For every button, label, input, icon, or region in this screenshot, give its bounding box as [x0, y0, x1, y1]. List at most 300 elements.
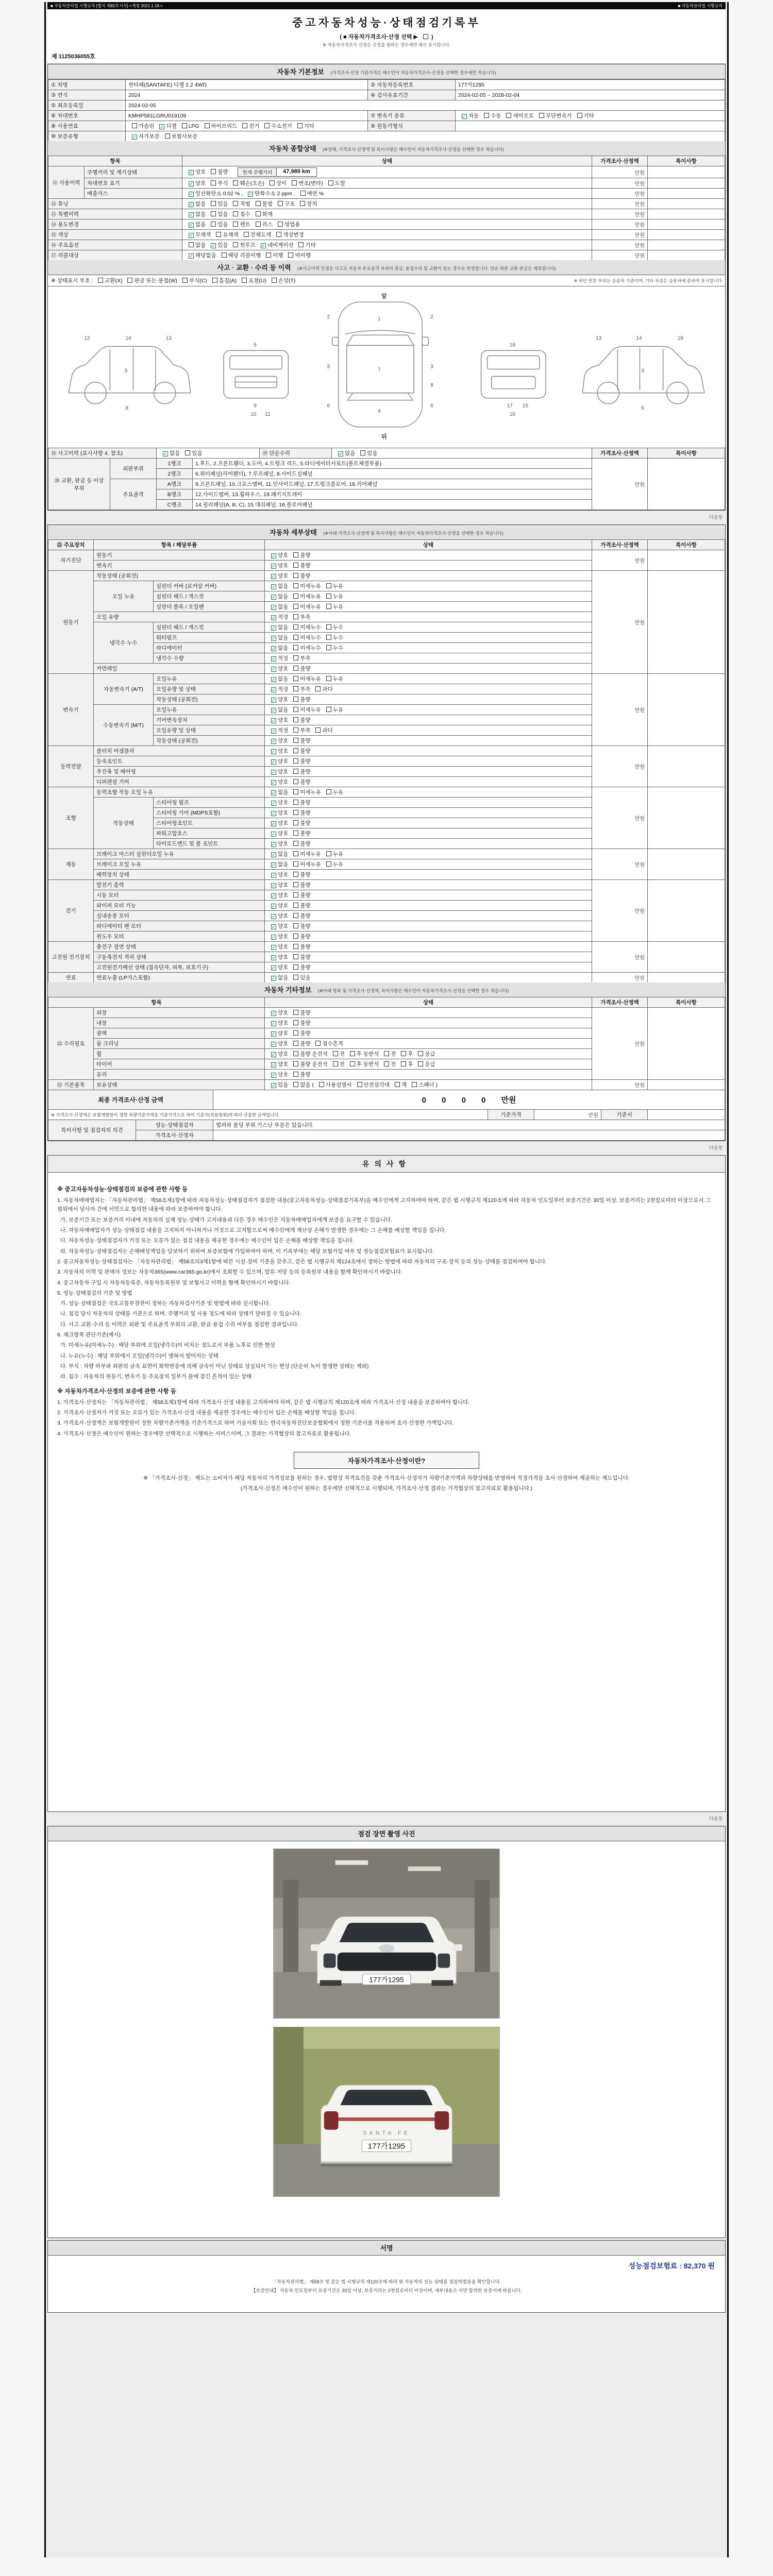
state-mark-legend-note: ※ 하단 번호 부위는 승용차 기준이며, 기타 차종은 승용차에 준하여 표시합니다	[574, 278, 722, 283]
checkbox-checked[interactable]: ✓	[272, 811, 276, 816]
checkbox[interactable]	[293, 707, 298, 712]
option-label: 불량	[300, 758, 311, 765]
checkbox[interactable]	[293, 892, 298, 897]
table-row: 커먼레일 ✓ 양호 불량	[48, 664, 725, 674]
option-label: 일산화탄소 0.02 % ,	[195, 191, 245, 197]
option-label: 전	[391, 1051, 398, 1057]
first-registration-value: 2024-02-05	[126, 100, 725, 111]
checkbox[interactable]	[293, 1010, 298, 1015]
checkbox[interactable]	[315, 686, 321, 691]
table-row: 작동상태 (공회전) ✓ 양호 불량	[48, 694, 725, 705]
checkbox-checked[interactable]: ✓	[272, 1021, 276, 1026]
option-label: 무채색	[195, 232, 213, 238]
option-label: 누수	[332, 645, 344, 651]
checkbox[interactable]	[278, 222, 283, 227]
option-label: 양호	[278, 779, 290, 785]
checkbox[interactable]	[293, 697, 298, 702]
table-row: 수동변속기 (M/T) 오일누유 ✓ 없음 미세누유 누유	[48, 705, 725, 715]
checkbox[interactable]	[326, 635, 331, 640]
notice-line: 가. 미세누유(미세누수) : 해당 부위에 오일(냉각수)이 비치는 정도로서 부품 노후로 인한 현상	[57, 1342, 275, 1349]
checkbox[interactable]	[293, 635, 298, 640]
option-label: 양호	[278, 697, 290, 703]
checkbox-checked[interactable]: ✓	[272, 625, 276, 631]
note-cell	[648, 459, 725, 510]
svg-text:16: 16	[509, 411, 515, 417]
checkbox[interactable]	[205, 123, 210, 128]
checkbox[interactable]	[326, 851, 331, 856]
checkbox[interactable]	[350, 1061, 355, 1066]
checkbox[interactable]	[293, 913, 298, 918]
checkbox[interactable]	[233, 180, 238, 185]
checkbox[interactable]	[326, 707, 331, 712]
option-label: 적정	[278, 727, 290, 734]
checkbox[interactable]	[326, 604, 331, 609]
checkbox-checked[interactable]: ✓	[272, 935, 276, 940]
accident-history-state	[157, 448, 260, 459]
checkbox-checked[interactable]: ✓	[272, 636, 276, 641]
checkbox[interactable]	[293, 1072, 298, 1077]
checkbox[interactable]	[293, 861, 298, 867]
checkbox-checked[interactable]: ✓	[272, 965, 276, 971]
option-label: 불량	[300, 717, 311, 723]
checkbox-checked[interactable]: ✓	[272, 821, 276, 826]
option-label: 불량	[300, 1020, 311, 1026]
option-label: 유채색	[223, 232, 240, 238]
checkbox[interactable]	[165, 133, 170, 139]
checkbox[interactable]	[276, 232, 281, 237]
checkbox-checked[interactable]: ✓	[272, 1073, 276, 1078]
checkbox-checked[interactable]: ✓	[272, 945, 276, 950]
checkbox-checked[interactable]: ✓	[272, 1042, 276, 1047]
checkbox[interactable]	[293, 800, 298, 805]
usage-history-group: ⑪ 사용이력	[48, 166, 85, 199]
price-cell: 만원	[592, 240, 648, 250]
checkbox[interactable]	[272, 278, 277, 283]
table-row: 타이로드엔드 및 볼 조인트 ✓ 양호 불량	[48, 839, 725, 849]
checkbox-checked[interactable]: ✓	[272, 1052, 276, 1057]
detail-col-price: 가격조사·산정액	[592, 540, 648, 550]
checkbox[interactable]	[293, 1061, 298, 1066]
table-row: ㉓ 기본품목 보유상태 ✓ 있음 없음 ( 사용설명서 안전삼각대 잭 스패너 ) 만원	[48, 1080, 725, 1090]
checkbox-checked[interactable]: ✓	[339, 451, 343, 456]
price-cell: 만원	[592, 459, 648, 510]
note-cell	[648, 219, 725, 230]
checkbox[interactable]	[326, 624, 331, 630]
option-label: 화재	[262, 211, 273, 217]
checkbox[interactable]	[293, 594, 298, 599]
checkbox-checked[interactable]: ✓	[132, 134, 137, 140]
checkbox-checked[interactable]: ✓	[272, 852, 276, 857]
checkbox-checked[interactable]: ✓	[189, 223, 193, 228]
table-row: 기어변속장치 ✓ 양호 불량	[48, 715, 725, 725]
checkbox[interactable]	[539, 113, 544, 118]
odometer-value: 47,989 km	[283, 168, 310, 175]
option-label: 누유	[332, 789, 344, 795]
checkbox-checked[interactable]: ✓	[272, 687, 276, 692]
checkbox-checked[interactable]: ✓	[272, 904, 276, 909]
option-label: 없음	[278, 624, 290, 631]
option-label: 훼손(오손)	[240, 180, 266, 187]
checkbox[interactable]	[233, 201, 238, 206]
checkbox-checked[interactable]: ✓	[189, 253, 193, 259]
checkbox[interactable]	[293, 676, 298, 681]
checkbox[interactable]	[384, 1051, 389, 1056]
checkbox[interactable]	[293, 944, 298, 949]
option-label: 색상변경	[283, 232, 304, 238]
checkbox[interactable]	[293, 645, 298, 650]
checkbox[interactable]	[577, 113, 582, 118]
checkbox-checked[interactable]: ✓	[272, 595, 276, 600]
opinion-table	[48, 1120, 725, 1141]
checkbox-checked[interactable]: ✓	[272, 718, 276, 723]
rank1-items: 1.후드, 2.프론트휀더, 3.도어, 4.트렁크 리드, 5.라디에이터서포트(볼트체결부품)	[193, 459, 592, 469]
option-label: 불량	[300, 964, 311, 971]
checkbox-checked[interactable]: ✓	[272, 584, 276, 589]
checkbox-checked[interactable]: ✓	[272, 739, 276, 744]
checkbox[interactable]	[328, 180, 333, 185]
overall-col-price: 가격조사·산정액	[592, 156, 648, 166]
checkbox[interactable]	[189, 242, 194, 247]
checkbox[interactable]	[293, 1020, 298, 1025]
option-label: 양호	[278, 573, 290, 579]
inspection-period-label: ④ 검사유효기간	[368, 90, 456, 100]
price-cell: 만원	[592, 178, 648, 189]
option-label: 안전삼각대	[363, 1082, 392, 1088]
checkbox[interactable]	[211, 180, 216, 185]
checkbox-checked[interactable]: ✓	[272, 759, 276, 765]
checkbox[interactable]	[292, 180, 297, 185]
checkbox[interactable]	[256, 222, 261, 227]
checkbox[interactable]	[401, 1051, 406, 1056]
option-label: 불량	[300, 748, 311, 754]
checkbox[interactable]	[297, 123, 303, 128]
checkbox-checked[interactable]: ✓	[272, 605, 276, 610]
option-label: 탄화수소 2 ppm ,	[255, 191, 297, 197]
checkbox-checked[interactable]: ✓	[272, 914, 276, 919]
rear-license-plate: 177가1295	[367, 2142, 406, 2151]
checkbox-checked[interactable]: ✓	[272, 667, 276, 672]
svg-text:19: 19	[677, 335, 683, 342]
accident-history-label: ⑱ 사고이력 (표시사항 4. 참조)	[48, 448, 157, 459]
checkbox[interactable]	[357, 1082, 362, 1087]
checkbox[interactable]	[270, 180, 275, 185]
checkbox[interactable]	[350, 1051, 355, 1056]
checkbox-checked[interactable]: ✓	[272, 1031, 276, 1037]
checkbox[interactable]	[216, 232, 221, 237]
checkbox[interactable]	[127, 278, 132, 283]
option-label: 불량	[300, 903, 311, 909]
usage-change-label: ⑭ 용도변경	[48, 219, 182, 230]
checkbox[interactable]	[266, 252, 271, 258]
option-label: 누유	[332, 707, 344, 713]
notice-line: 가. 성능·상태점검은 국토교통부장관이 정하는 자동차검사기준 및 방법에 따라 실시합니다.	[57, 1300, 271, 1307]
checkbox-checked[interactable]: ✓	[272, 656, 276, 662]
option-label: 불량	[300, 954, 311, 960]
checkbox[interactable]	[360, 450, 365, 455]
checkbox[interactable]	[293, 614, 298, 619]
checkbox[interactable]	[233, 211, 238, 216]
checkbox[interactable]	[298, 242, 304, 247]
checkbox[interactable]	[293, 923, 298, 928]
table-row	[48, 1120, 725, 1130]
option-label: 없음	[345, 450, 357, 456]
checkbox[interactable]	[293, 655, 298, 660]
checkbox-checked[interactable]: ✓	[189, 192, 193, 197]
checkbox-checked[interactable]: ✓	[272, 564, 276, 569]
group-electrical: 전기	[48, 880, 94, 942]
checkbox[interactable]	[98, 278, 103, 283]
checkbox[interactable]	[212, 278, 217, 283]
checkbox-checked[interactable]: ✓	[462, 114, 466, 119]
checkbox-checked[interactable]: ✓	[272, 801, 276, 806]
checkbox[interactable]	[293, 903, 298, 908]
checkbox-checked[interactable]: ✓	[272, 832, 276, 837]
basic-info-table	[48, 79, 725, 142]
checkbox[interactable]	[233, 242, 238, 247]
checkbox[interactable]	[293, 841, 298, 846]
overall-col-note: 특이사항	[648, 156, 725, 166]
option-label: 미세누유	[300, 583, 323, 589]
inspector-label: 성능·상태점검자	[136, 1120, 213, 1130]
card-signature	[47, 2240, 726, 2313]
checkbox-checked[interactable]: ✓	[272, 749, 276, 754]
checkbox-checked[interactable]: ✓	[272, 780, 276, 785]
checkbox-checked[interactable]: ✓	[272, 862, 276, 868]
checkbox[interactable]	[211, 201, 216, 206]
svg-text:2: 2	[327, 314, 330, 320]
card-notices	[47, 1155, 726, 1812]
checkbox[interactable]	[326, 583, 331, 588]
price-cell: 만원	[592, 849, 648, 880]
checkbox[interactable]	[333, 1051, 338, 1056]
checkbox[interactable]	[244, 232, 249, 237]
checkbox[interactable]	[278, 201, 283, 206]
checkbox[interactable]	[293, 717, 298, 722]
checkbox-checked[interactable]: ✓	[272, 1083, 276, 1088]
checkbox[interactable]	[418, 1051, 423, 1056]
checkbox[interactable]	[293, 573, 298, 578]
checkbox[interactable]	[326, 594, 331, 599]
checkbox[interactable]	[293, 882, 298, 887]
reg-no-label: ② 자동차등록번호	[368, 80, 456, 90]
option-label: 미세누수	[300, 635, 323, 641]
table-row	[48, 230, 725, 240]
photos-title: 점검 장면 촬영 사진	[358, 1830, 415, 1838]
option-label: 없음	[195, 201, 208, 207]
checkbox[interactable]	[293, 686, 298, 691]
checkbox-checked[interactable]: ✓	[248, 192, 253, 197]
svg-text:14: 14	[125, 335, 131, 342]
checkbox[interactable]	[132, 123, 137, 128]
checkbox[interactable]	[326, 645, 331, 650]
option-label: 후	[408, 1061, 415, 1067]
checkbox-checked[interactable]: ✓	[189, 212, 193, 217]
group-fuel: 연료	[48, 973, 94, 983]
checkbox-checked[interactable]: ✓	[272, 842, 276, 847]
checkbox-checked[interactable]: ✓	[272, 976, 276, 981]
checkbox-checked[interactable]: ✓	[272, 728, 276, 734]
checkbox-checked[interactable]: ✓	[272, 893, 276, 899]
checkbox-checked[interactable]: ✓	[272, 574, 276, 579]
svg-text:뒤: 뒤	[381, 433, 387, 440]
checkbox[interactable]	[293, 738, 298, 743]
checkbox-checked[interactable]: ✓	[272, 770, 276, 775]
checkbox[interactable]	[293, 820, 298, 825]
checkbox[interactable]	[293, 769, 298, 774]
engine-type-label: ⑨ 원동기형식	[368, 121, 456, 131]
table-row: 오일유량 및 상태 ✓ 적정 부족 과다	[48, 725, 725, 736]
checkbox[interactable]	[293, 1051, 298, 1056]
checkbox[interactable]	[418, 1061, 423, 1066]
checkbox[interactable]	[293, 954, 298, 959]
checkbox[interactable]	[412, 1082, 417, 1087]
price-survey-select-label: ( ■ 자동차가격조사·산정 선택 ▶	[340, 34, 418, 40]
checkbox-checked[interactable]: ✓	[160, 124, 164, 129]
option-label: 미세누유	[300, 594, 323, 600]
checkbox[interactable]	[264, 123, 270, 128]
option-label: 사용설명서	[325, 1082, 354, 1088]
checkbox[interactable]	[185, 450, 190, 455]
checkbox[interactable]	[326, 861, 331, 867]
notice-line: 2. 중고자동차성능·상태점검자는 「자동차관리법」 제58조의3제1항에 따른 시설·장비 기준을 갖추고, 같은 법 시행규칙 제124조에서 정하는 방법에 따라 자동차의 구조·장치 등의 성능·상태를 점검하여야 합니다.	[57, 1258, 547, 1265]
checkbox-checked[interactable]: ✓	[272, 1062, 276, 1067]
notice-line: (가격조사·산정은 매수인이 원하는 경우에만 선택적으로 시행되며, 가격조사·산정 결과는 가격협상의 참고자료로 활용됩니다.)	[240, 1485, 533, 1492]
checkbox[interactable]	[242, 278, 247, 283]
checkbox-checked[interactable]: ✓	[189, 170, 193, 175]
inspection-photo-front	[273, 1849, 500, 2019]
checkbox[interactable]	[293, 624, 298, 630]
checkbox[interactable]	[293, 583, 298, 588]
checkbox-checked[interactable]: ✓	[272, 1011, 276, 1016]
checkbox[interactable]	[401, 1061, 406, 1066]
checkbox-checked[interactable]: ✓	[189, 233, 193, 238]
checkbox[interactable]	[293, 964, 298, 970]
checkbox[interactable]	[293, 789, 298, 794]
checkbox-checked[interactable]: ✓	[189, 202, 193, 207]
checkbox[interactable]	[211, 222, 216, 227]
checkbox[interactable]	[293, 975, 298, 980]
notice-line: 1. 자동차매매업자는 「자동차관리법」 제58조제1항에 따라 자동차성능·상태점검자가 점검한 내용(중고자동차성능·상태점검기록부)을 매수인에게 고지하여야 하며, 같은 법 시행규칙 제120조에 따라 자동차 인도일부터 보증기간은 30일 이상, 보증거리는 2천킬로미터 이상으로서 그 범위에서 당사자 간에 서면으로 합의한 내용에 따라 보증하여야 합니다.	[57, 1197, 712, 1213]
option-label: 누유	[332, 851, 344, 857]
checkbox[interactable]	[300, 191, 306, 196]
checkbox[interactable]	[211, 211, 216, 216]
checkbox[interactable]	[384, 1061, 389, 1066]
checkbox[interactable]	[293, 604, 298, 609]
checkbox-checked[interactable]: ✓	[272, 615, 276, 620]
etc-info-table: 항목 상태 가격조사·산정액 특이사항 ㉒ 수리필요 외장 ✓ 양호 불량 만원 내장 ✓ 양호 불량 광택 ✓ 양호 불량 룸 크리닝 ✓ 양호 불량 침수흔적 휠 ✓ 양호 불량 운전석 전 후 동반석 전 후 응급 타이어 ✓ 양호 불량 운전석 전 후 동반석 전 후 응급 유리 ✓ 양호 불량 ㉓ 기본품목 보유상태 ✓ 있음 없음 ( 사용설명서 안전삼각대 잭 스패너 ) 만원	[48, 997, 725, 1090]
checkbox[interactable]	[222, 252, 227, 258]
checkbox[interactable]	[293, 851, 298, 856]
checkbox[interactable]	[326, 789, 331, 794]
option-label: 미세누유	[300, 789, 323, 795]
checkbox-checked[interactable]: ✓	[261, 243, 265, 248]
checkbox-checked[interactable]: ✓	[272, 924, 276, 929]
checkbox[interactable]	[256, 211, 261, 216]
option-label: 누유	[332, 604, 344, 610]
special-history-label: ⑬ 특별이력	[48, 209, 182, 219]
checkbox[interactable]	[293, 727, 298, 733]
table-row	[48, 1110, 725, 1120]
checkbox-checked[interactable]: ✓	[272, 698, 276, 703]
svg-text:3: 3	[124, 368, 128, 374]
checkbox[interactable]	[395, 1082, 400, 1087]
checkbox[interactable]	[293, 1082, 298, 1087]
checkbox-checked[interactable]: ✓	[189, 181, 193, 187]
checkbox-checked[interactable]: ✓	[272, 646, 276, 651]
checkbox[interactable]	[293, 872, 298, 877]
notice-line: 4. 가격조사·산정은 매수인이 원하는 경우에만 선택적으로 시행하는 서비스이며, 그 결과는 가격협상의 참고자료로 활용됩니다.	[57, 1430, 351, 1437]
checkbox[interactable]	[300, 201, 305, 206]
odometer-box	[238, 167, 316, 177]
checkbox[interactable]	[293, 810, 298, 815]
page-title: 중고자동차성능·상태점검기록부	[292, 17, 481, 29]
checkbox-checked[interactable]: ✓	[272, 677, 276, 682]
option-label: 양호	[278, 882, 290, 888]
checkbox[interactable]	[293, 552, 298, 557]
checkbox-checked[interactable]: ✓	[272, 790, 276, 795]
checkbox[interactable]	[293, 1041, 298, 1046]
notice-section1-lines	[57, 1196, 716, 1382]
notice-line: 3. 가격조사·산정액은 보험개발원이 정한 차량기준가액을 기준가격으로 하여 기술사회 또는 한국자동차진단보증협회에서 정한 기준서를 적용하여 조사·산정한 가액입니다.	[57, 1420, 454, 1427]
checkbox-checked[interactable]: ✓	[272, 883, 276, 888]
checkbox[interactable]	[256, 201, 261, 206]
checkbox-checked[interactable]: ✓	[211, 243, 215, 248]
checkbox[interactable]	[242, 123, 247, 128]
price-survey-select-close: )	[431, 34, 433, 40]
checkbox[interactable]	[293, 1030, 298, 1036]
notice-line: 나. 자동차매매업자가 성능·상태점검 내용을 고지하지 아니하거나 거짓으로 고지함으로써 매수인에게 재산상 손해가 발생한 경우에는 그 손해를 배상할 책임을 집니다.	[57, 1227, 446, 1233]
checkbox[interactable]	[326, 676, 331, 681]
checkbox-checked[interactable]: ✓	[272, 553, 276, 558]
checkbox-checked[interactable]: ✓	[272, 708, 276, 713]
checkbox-checked[interactable]: ✓	[163, 451, 167, 456]
checkbox[interactable]	[182, 123, 187, 128]
checkbox[interactable]	[484, 113, 489, 118]
checkbox-checked[interactable]: ✓	[272, 873, 276, 878]
checkbox[interactable]	[293, 934, 298, 939]
checkbox[interactable]	[288, 252, 293, 258]
checkbox[interactable]	[315, 727, 321, 733]
overall-col-item: 항목	[48, 156, 182, 166]
table-row: 추진축 및 베어링 ✓ 양호 불량	[48, 767, 725, 777]
checkbox[interactable]	[506, 113, 511, 118]
price-cell: 만원	[592, 250, 648, 261]
checkbox[interactable]	[293, 758, 298, 764]
checkbox[interactable]	[319, 1082, 324, 1087]
checkbox[interactable]	[315, 1041, 321, 1046]
checkbox[interactable]	[293, 563, 298, 568]
checkbox[interactable]	[293, 831, 298, 836]
table-row: 냉각수 수량 ✓ 적정 부족	[48, 653, 725, 664]
checkbox[interactable]	[211, 169, 216, 174]
checkbox[interactable]	[233, 222, 238, 227]
checkbox-checked[interactable]: ✓	[272, 955, 276, 960]
card-detail-condition	[47, 524, 726, 1141]
checkbox[interactable]	[293, 748, 298, 753]
warranty-type-options	[126, 131, 725, 142]
note-cell	[648, 1080, 725, 1090]
tuning-label: ⑫ 튜닝	[48, 199, 182, 209]
price-survey-checkbox[interactable]	[423, 34, 428, 39]
checkbox[interactable]	[333, 1061, 338, 1066]
checkbox[interactable]	[293, 779, 298, 784]
option-label: 렌트	[240, 222, 252, 228]
checkbox[interactable]	[182, 278, 188, 283]
option-label: 불량	[300, 944, 311, 950]
option-label: 교환(X)	[105, 278, 124, 284]
option-label: 없음	[278, 645, 290, 651]
checkbox[interactable]	[293, 666, 298, 671]
